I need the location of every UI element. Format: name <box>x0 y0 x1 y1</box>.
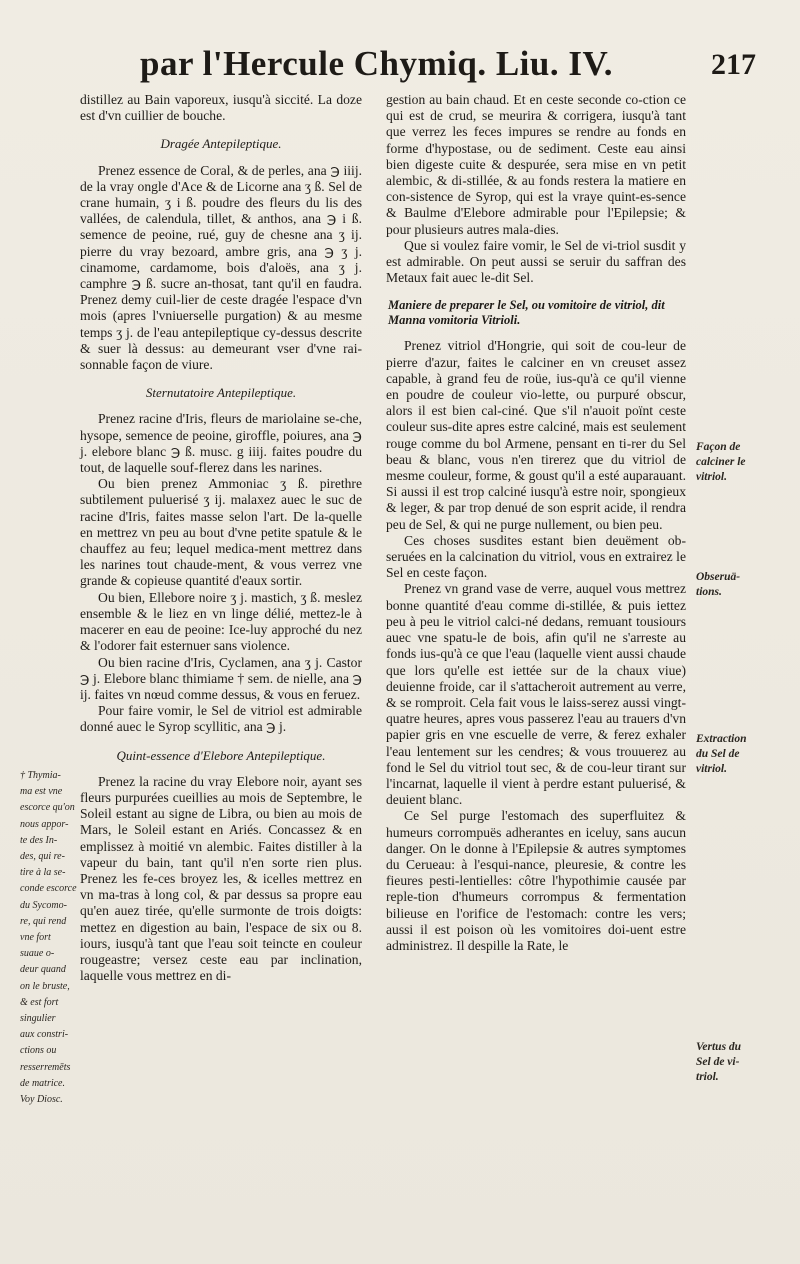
page-title: par l'Hercule Chymiq. Liu. IV. <box>140 44 613 83</box>
paragraph: gestion au bain chaud. Et en ceste seconde co-ction ce qui est de crud, se meurira & corrigera, iusqu'à tant que verrez les feces impures se rendre au fonds en forme d'hypostase, ou de sediment. Ceste eau ainsi bien digeste cuite & despurée, sera mise en vn petit alembic, & di-stillée, & au fonds restera la matiere en con-sistence de Syrop, qui est la vraye quint-es-sence & Baulme d'Elebore admirable pour l'Epilepsie; & pour plusieurs autres mala-dies. <box>386 92 686 237</box>
margin-note-extraction <box>696 732 796 777</box>
margin-note-line: de matrice. <box>20 1077 65 1089</box>
right-column <box>386 92 686 954</box>
paragraph: Pour faire vomir, le Sel de vitriol est admirable donné auec le Syrop scyllitic, ana ℈ j. <box>80 703 362 735</box>
margin-note-line: & est fort <box>20 996 59 1008</box>
margin-note-line: ma est vne <box>20 786 63 798</box>
paragraph: Ou bien prenez Ammoniac ʒ ß. pirethre subtilement puluerisé ʒ ij. malaxez auec le suc de racine d'Iris, faites masse selon l'art. De la-quelle en mettrez vn peu au bout d'vne petite spatule & le chauffez au feu; lequel medica-ment mettrez dans les narines tout chaude-ment, & vous verrez vne grande & copieuse quantité d'eaux sortir. <box>80 476 362 589</box>
margin-note-line: resserremēts <box>20 1061 71 1073</box>
margin-note-line: ctions ou <box>20 1045 57 1057</box>
margin-note-line: tions. <box>696 586 722 598</box>
paragraph: Prenez racine d'Iris, fleurs de mariolaine se-che, hysope, semence de peoine, giroffle, poiures, ana ℈ j. elebore blanc ℈ ß. musc. g iiij. faites poudre du tout, de laquelle souf-flerez dans les narines. <box>80 411 362 476</box>
margin-note-line: aux constri- <box>20 1029 69 1041</box>
margin-note-line: du Sycomo- <box>20 899 67 911</box>
margin-note-line: Sel de vi- <box>696 1056 740 1068</box>
margin-note-virtues <box>696 1040 796 1085</box>
margin-note-line: triol. <box>696 1071 719 1083</box>
margin-note-line: re, qui rend <box>20 915 67 927</box>
paragraph: Prenez vn grand vase de verre, auquel vous mettrez bonne quantité d'eau comme di-stillée, & puis iettez peu à peu le vitriol calci-né dedans, remuant tousiours auec vne spatu-le de bois, afin qu'il ne s'arreste au fonds ius-qu'à ce que l'eau (laquelle vient aussi chaude que lors qu'elle est iettée sur de la chaux viue) deuienne froide, car il s'attacheroit autrement au verre, & se romproit. Cela fait vous le laiss-serez aussi vingt-quatre heures, apres vous passerez l'eau au trauers d'vn papier gris en vne escuelle de verre, & ferez exhaler l'eau lentement sur les cendres; & vous trouuerez au fond le Sel du vitriol tout sec, & de cou-leur tirant sur l'incarnat, laquelle il vient à perdre estant puluerisé, & deuient blanc. <box>386 581 686 808</box>
section-heading: Dragée Antepileptique. <box>160 136 282 152</box>
paragraph: Prenez vitriol d'Hongrie, qui soit de cou-leur de pierre d'azur, faites le calciner en vn creuset assez capable, à grand feu de roüe, ius-qu'à ce qu'il vienne en poudre de couleur vio-lette, ou purpuré obscur, alors il est bien cal-ciné. Que s'il n'auoit poïnt ceste couleur sus-dite apres estre calciné, mais est seulement rouge comme du bol Armene, pensant en ti-rer du Sel beau & blanc, vous n'en tirerez que du vitriol de mesme couleur, forme, & goust qu'il a esté auparauant. Si aussi il est trop calciné iusqu'à estre noir, spongieux & leger, & par trop denué de son esprit acide, il rendra peu de Sel, & qui ne purge nullement, ou bien peu. <box>386 338 686 532</box>
left-margin-note <box>20 768 77 1108</box>
running-header <box>140 42 760 86</box>
section-heading: Sternutatoire Antepileptique. <box>145 385 297 401</box>
paragraph: distillez au Bain vaporeux, iusqu'à siccité. La doze est d'vn cuillier de bouche. <box>80 92 362 124</box>
margin-note-line: tire à la se- <box>20 867 66 879</box>
margin-note-observations <box>696 570 796 600</box>
margin-note-line: Obseruä- <box>696 571 741 583</box>
margin-note-line: du Sel de <box>696 748 740 760</box>
paragraph: Ces choses susdites estant bien deuëment ob-seruées en la calcination du vitriol, vous en extrairez le Sel en ceste façon. <box>386 532 686 581</box>
section-heading: Quint-essence d'Elebore Antepileptique. <box>116 747 326 763</box>
margin-note-line: † Thymia- <box>20 770 61 781</box>
left-column <box>80 92 362 984</box>
margin-note-line: vitriol. <box>696 763 727 775</box>
margin-note-line: te des In- <box>20 834 58 846</box>
margin-note-line: deur quand <box>20 964 66 976</box>
margin-note-line: Vertus du <box>696 1041 742 1053</box>
margin-note-line: vne fort <box>20 932 51 944</box>
paragraph: Ce Sel purge l'estomach des superfluitez & humeurs corrompuës adherantes en iceluy, sans aucun danger. On le donne à l'Epilepsie & autres symptomes du Cerueau: à l'esqui-nance, pleuresie, & contre les fieures pesti-lentielles: côtre l'hypothimie causée par reple-tion d'humeurs corrompus & fermentation bilieuse en l'orifice de l'estomach: contre les vers; aussi il est poison où les vomitoires doi-uent estre administrez. Il despille la Rate, le <box>386 808 686 953</box>
paragraph: Prenez essence de Coral, & de perles, ana ℈ iiij. de la vray ongle d'Ace & de Licorne ana ʒ ß. Sel de crane humain, ʒ i ß. poudre des fleurs du lis des vallées, de calendula, tillet, & anthos, ana ℈ i ß. semence de peoine, rué, guy de chesne ana ʒ ij. pierre du vray bezoard, ambre gris, ana ℈ ʒ j. cinamome, cardamome, bois d'aloës, ana ʒ j. camphre ℈ ß. sucre an-thosat, tant qu'il en faudra. Prenez demy cuil-lier de ceste dragée l'espace d'vn mois (apres l'vniuerselle purgation) & au mesme temps ʒ j. de l'eau antepileptique cy-dessus descrite & suer là dessus: au demeurant vser d'vne rai-sonnable façon de viure. <box>80 162 362 373</box>
margin-note-line: vitriol. <box>696 471 727 483</box>
margin-note-line: Voy Diosc. <box>20 1094 63 1106</box>
margin-note-line: Extraction <box>696 733 747 745</box>
margin-note-line: escorce qu'on <box>20 802 75 814</box>
margin-note-line: on le bruste, <box>20 980 70 992</box>
paragraph: Ou bien racine d'Iris, Cyclamen, ana ʒ j. Castor ℈ j. Elebore blanc thimiame † sem. de nielle, ana ℈ ij. faites vn nœud comme dessus, & vous en feruez. <box>80 654 362 702</box>
paragraph: Prenez la racine du vray Elebore noir, ayant ses fleurs purpurées cueillies au mois de Septembre, le Soleil estant au signe de Libra, ou bien au mois de Mars, le Soleil estant en Ariés. Concassez & en emplissez à moitié vn alembic. Faites distiller à la vapeur du bain, tant qu'il n'en sorte rien plus. Prenez les fe-ces broyez les, & icelles mettrez en vn ma-tras à long col, & par dessus sa propre eau qu'en auez tirée, qu'elle surmonte de trois doigts: mettez en digestion au bain, l'espace de six ou 8. iours, iusqu'à tant que l'eau soit teincte en couleur rougeastre; versez ceste eau par inclination, laquelle vous mettrez en di- <box>80 773 362 984</box>
page-number: 217 <box>711 48 756 81</box>
margin-note-line: Façon de <box>696 441 741 453</box>
margin-note-line: singulier <box>20 1013 56 1025</box>
margin-note-line: conde escorce <box>20 883 77 895</box>
margin-note-line: nous appor- <box>20 818 69 830</box>
margin-note-line: suaue o- <box>20 948 55 960</box>
margin-note-calcination <box>696 440 796 485</box>
margin-note-line: des, qui re- <box>20 851 65 863</box>
section-heading: Maniere de preparer le Sel, ou vomitoire de vitriol, dit Manna vomitoria Vitrioli. <box>388 298 665 328</box>
paragraph: Que si voulez faire vomir, le Sel de vi-triol susdit y est admirable. On peut aussi se seruir du saffran des Metaux fait auec le-dit Sel. <box>386 237 686 286</box>
paragraph: Ou bien, Ellebore noire ʒ j. mastich, ʒ ß. meslez ensemble & le liez en vn linge délié, mettez-le à macerer en eau de peoine: Ice-luy approché du nez & l'odorer fait esternuer sans violence. <box>80 589 362 654</box>
margin-note-line: calciner le <box>696 456 746 468</box>
